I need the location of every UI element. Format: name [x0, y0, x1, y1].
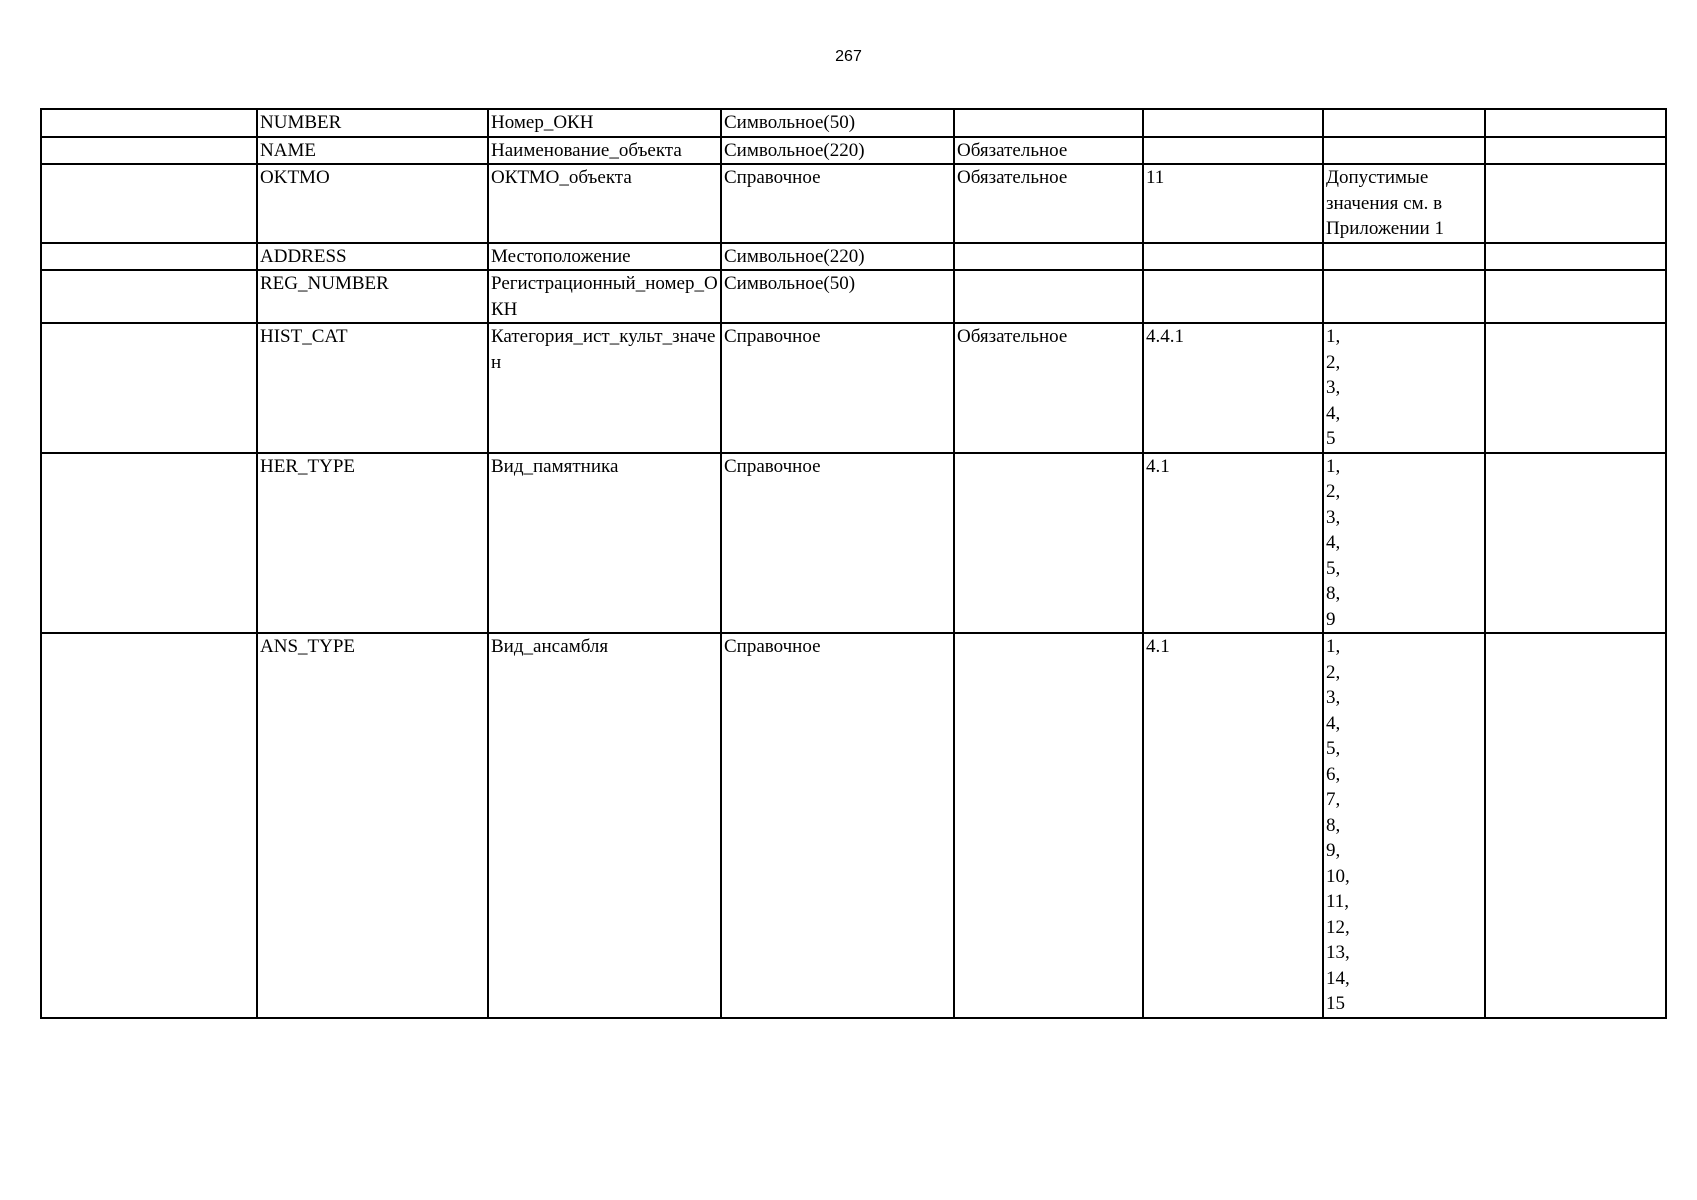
allowed-value: 8,	[1326, 583, 1341, 604]
allowed-value: значения см. в	[1326, 192, 1443, 214]
allowed-value: 2,	[1326, 351, 1341, 373]
reference-cell	[1143, 137, 1323, 165]
values-cell	[1323, 137, 1485, 165]
required-cell: Обязательное	[954, 164, 1143, 243]
empty-cell	[41, 633, 257, 1018]
table-row	[41, 243, 1666, 271]
field-code-cell: HER_TYPE	[257, 453, 488, 634]
values-cell	[1323, 243, 1485, 271]
values-cell	[1323, 109, 1485, 137]
table-row	[41, 453, 1666, 634]
reference-cell	[1143, 270, 1323, 323]
values-cell	[1323, 633, 1485, 1018]
empty-cell	[1485, 137, 1666, 165]
empty-cell	[1485, 633, 1666, 1018]
allowed-value: 7,	[1326, 789, 1341, 810]
empty-cell	[41, 137, 257, 165]
table-row	[41, 109, 1666, 137]
field-name-cell: Местоположение	[488, 243, 721, 271]
values-cell	[1323, 270, 1485, 323]
allowed-value: 14,	[1326, 967, 1350, 989]
required-cell	[954, 109, 1143, 137]
field-code-cell: REG_NUMBER	[257, 270, 488, 323]
empty-cell	[41, 323, 257, 453]
table-row	[41, 137, 1666, 165]
allowed-value: 13,	[1326, 942, 1350, 963]
table-row	[41, 270, 1666, 323]
allowed-value: 3,	[1326, 687, 1341, 708]
field-type-cell: Символьное(220)	[721, 243, 954, 271]
allowed-value: Приложении 1	[1326, 218, 1444, 239]
allowed-value: 4,	[1326, 532, 1341, 553]
values-cell	[1323, 164, 1485, 243]
allowed-value: 11,	[1326, 891, 1350, 912]
required-cell	[954, 453, 1143, 634]
field-name-cell: Вид_ансамбля	[488, 633, 721, 1018]
field-type-cell: Справочное	[721, 323, 954, 453]
field-type-cell: Справочное	[721, 633, 954, 1018]
reference-cell: 4.1	[1143, 633, 1323, 1018]
allowed-value: 1,	[1326, 636, 1341, 657]
values-cell	[1323, 453, 1485, 634]
empty-cell	[41, 243, 257, 271]
values-cell	[1323, 323, 1485, 453]
allowed-value: 1,	[1326, 326, 1341, 347]
field-type-cell: Символьное(50)	[721, 109, 954, 137]
allowed-value: 10,	[1326, 865, 1350, 887]
attribute-table	[40, 108, 1667, 1019]
page-number: 267	[835, 48, 862, 65]
table-row	[41, 323, 1666, 453]
empty-cell	[41, 164, 257, 243]
field-code-cell: OKTMO	[257, 164, 488, 243]
allowed-value: 9	[1326, 608, 1336, 630]
empty-cell	[1485, 453, 1666, 634]
allowed-value: 4,	[1326, 402, 1341, 424]
empty-cell	[1485, 323, 1666, 453]
field-type-cell: Справочное	[721, 164, 954, 243]
allowed-value: 8,	[1326, 814, 1341, 836]
reference-cell: 4.1	[1143, 453, 1323, 634]
field-name-cell: Регистрационный_номер_ОКН	[488, 270, 721, 323]
field-code-cell: ANS_TYPE	[257, 633, 488, 1018]
field-name-cell: Наименование_объекта	[488, 137, 721, 165]
allowed-value: 6,	[1326, 763, 1341, 785]
allowed-value: 5,	[1326, 738, 1341, 759]
required-cell: Обязательное	[954, 137, 1143, 165]
reference-cell: 4.4.1	[1143, 323, 1323, 453]
allowed-value: 12,	[1326, 916, 1350, 938]
empty-cell	[1485, 243, 1666, 271]
field-name-cell: Номер_ОКН	[488, 109, 721, 137]
table-row	[41, 164, 1666, 243]
allowed-value: 2,	[1326, 481, 1341, 502]
field-type-cell: Справочное	[721, 453, 954, 634]
required-cell: Обязательное	[954, 323, 1143, 453]
table-row	[41, 633, 1666, 1018]
allowed-value: 5	[1326, 428, 1336, 449]
field-type-cell: Символьное(50)	[721, 270, 954, 323]
allowed-value: 3,	[1326, 506, 1341, 528]
empty-cell	[1485, 164, 1666, 243]
field-name-cell: ОКТМО_объекта	[488, 164, 721, 243]
allowed-value: 1,	[1326, 455, 1341, 477]
reference-cell: 11	[1143, 164, 1323, 243]
allowed-value: 9,	[1326, 840, 1341, 861]
allowed-value: 3,	[1326, 377, 1341, 398]
field-code-cell: NUMBER	[257, 109, 488, 137]
required-cell	[954, 243, 1143, 271]
allowed-value: 2,	[1326, 661, 1341, 683]
reference-cell	[1143, 243, 1323, 271]
field-code-cell: NAME	[257, 137, 488, 165]
empty-cell	[41, 270, 257, 323]
allowed-value: Допустимые	[1326, 167, 1429, 188]
empty-cell	[1485, 270, 1666, 323]
allowed-value: 15	[1326, 993, 1345, 1014]
field-name-cell: Категория_ист_культ_значен	[488, 323, 721, 453]
allowed-value: 4,	[1326, 712, 1341, 734]
empty-cell	[41, 453, 257, 634]
field-name-cell: Вид_памятника	[488, 453, 721, 634]
field-code-cell: ADDRESS	[257, 243, 488, 271]
empty-cell	[41, 109, 257, 137]
required-cell	[954, 270, 1143, 323]
field-type-cell: Символьное(220)	[721, 137, 954, 165]
empty-cell	[1485, 109, 1666, 137]
reference-cell	[1143, 109, 1323, 137]
allowed-value: 5,	[1326, 557, 1341, 579]
required-cell	[954, 633, 1143, 1018]
field-code-cell: HIST_CAT	[257, 323, 488, 453]
